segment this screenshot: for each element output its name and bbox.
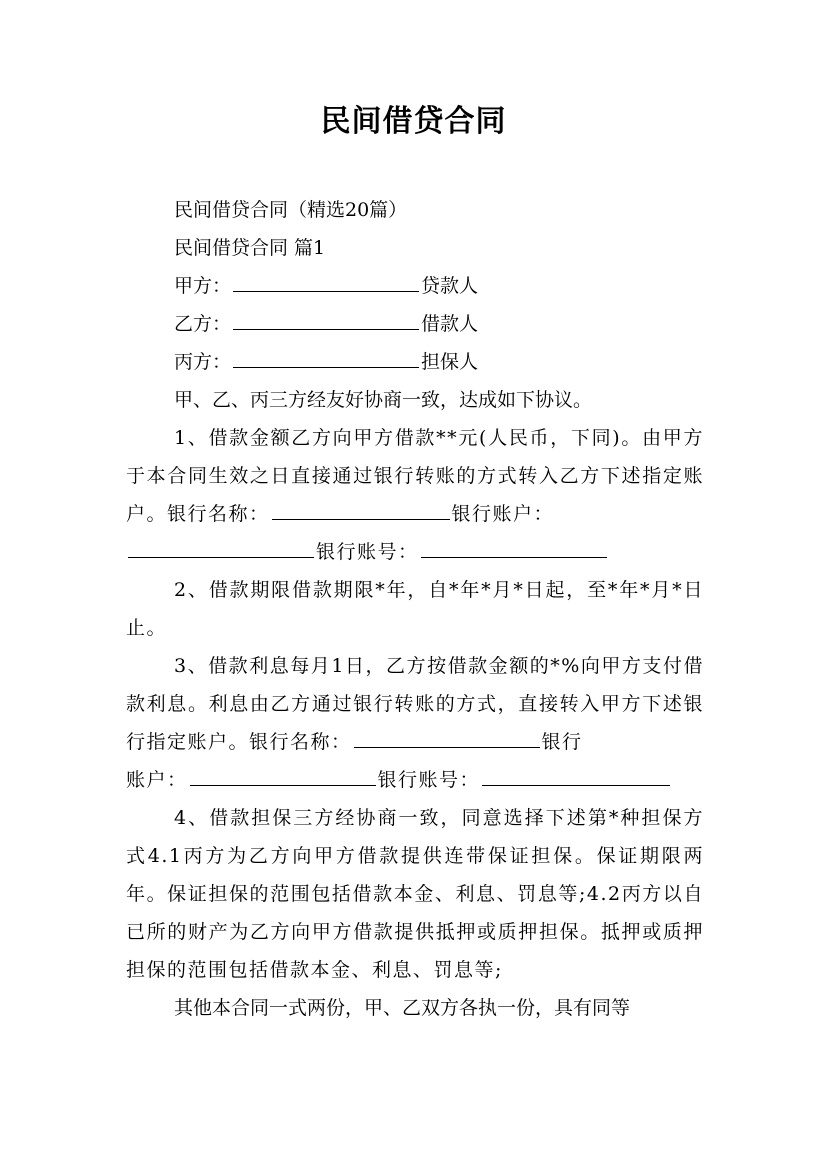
document-body bbox=[126, 191, 704, 1027]
clause-1-text: 1、借款金额乙方向甲方借款**元(人民币，下同)。由甲方于本合同生效之日直接通过银行转账的方式转入乙方下述指定账户。 bbox=[126, 427, 704, 525]
party-borrower bbox=[126, 305, 704, 343]
document-title: 民间借贷合同 bbox=[320, 104, 507, 139]
blank-line bbox=[233, 274, 419, 292]
account-no-label: 银行账号： bbox=[377, 769, 481, 791]
blank-line bbox=[128, 540, 314, 558]
blank-line bbox=[421, 540, 607, 558]
party-role: 担保人 bbox=[421, 351, 479, 373]
bank-account-label: 银行账户： bbox=[451, 503, 555, 525]
agreement-line: 甲、乙、丙三方经友好协商一致，达成如下协议。 bbox=[174, 389, 593, 411]
party-label: 甲方： bbox=[174, 275, 232, 297]
party-label: 丙方： bbox=[174, 351, 232, 373]
clause-1 bbox=[126, 419, 704, 571]
party-label: 乙方： bbox=[174, 313, 232, 335]
clause-2: 2、借款期限借款期限*年，自*年*月*日起，至*年*月*日止。 bbox=[126, 579, 704, 639]
account-no-label: 银行账号： bbox=[316, 541, 419, 563]
blank-line bbox=[272, 502, 450, 520]
party-guarantor bbox=[126, 343, 704, 381]
party-role: 借款人 bbox=[421, 313, 479, 335]
closing-line: 其他本合同一式两份，甲、乙双方各执一份，具有同等 bbox=[174, 997, 631, 1019]
blank-line bbox=[354, 730, 540, 748]
blank-line bbox=[233, 312, 419, 330]
bank-name-label: 银行名称： bbox=[249, 731, 352, 753]
blank-line bbox=[233, 350, 419, 368]
blank-line bbox=[482, 768, 670, 786]
party-lender bbox=[126, 267, 704, 305]
subtitle: 民间借贷合同（精选20篇） bbox=[174, 199, 408, 221]
party-role: 贷款人 bbox=[421, 275, 479, 297]
section-heading: 民间借贷合同 篇1 bbox=[174, 237, 326, 259]
clause-3 bbox=[126, 647, 704, 799]
clause-4: 4、借款担保三方经协商一致，同意选择下述第*种担保方式4.1丙方为乙方向甲方借款提供连带保证担保。保证期限两年。保证担保的范围包括借款本金、利息、罚息等;4.2丙方以自已所的财产为乙方向甲方借款提供抵押或质押担保。抵押或质押担保的范围包括借款本金、利息、罚息等; bbox=[126, 807, 704, 981]
bank-name-label: 银行名称： bbox=[167, 503, 270, 525]
blank-line bbox=[190, 768, 376, 786]
bank-account-label-b: 账户： bbox=[126, 769, 188, 791]
bank-account-label-a: 银行 bbox=[541, 731, 583, 753]
clause-3-text: 3、借款利息每月1日，乙方按借款金额的*%向甲方支付借款利息。利息由乙方通过银行转账的方式，直接转入甲方下述银行指定账户。 bbox=[126, 655, 704, 753]
